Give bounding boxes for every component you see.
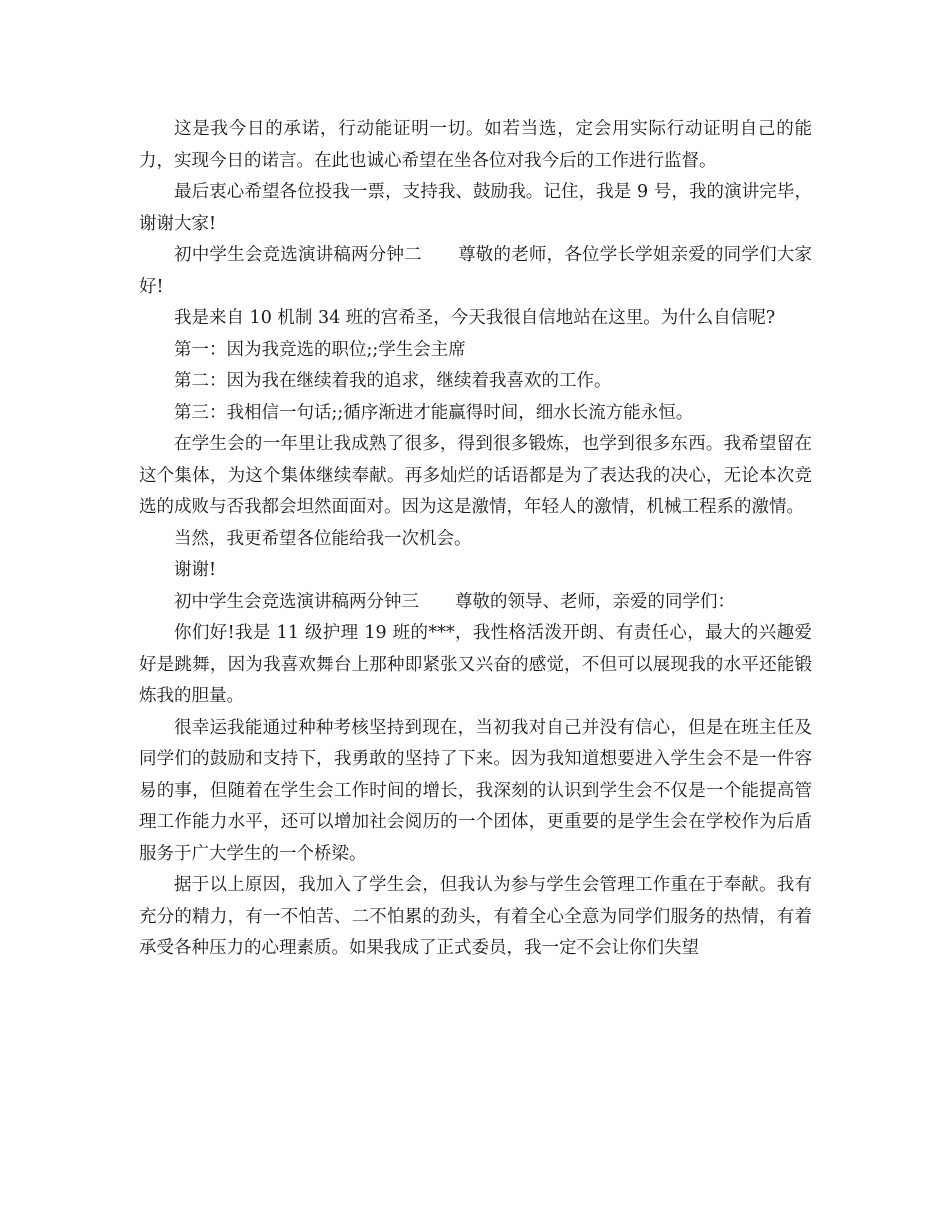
paragraph-request: 当然，我更希望各位能给我一次机会。: [174, 528, 472, 549]
section-heading-speech-two: 初中学生会竞选演讲稿两分钟二: [174, 245, 422, 265]
paragraph-point-one: 第一：因为我竞选的职位;;学生会主席: [174, 339, 466, 360]
section-heading-speech-three: 初中学生会竞选演讲稿两分钟三: [174, 591, 419, 612]
paragraph-speech-two-intro: [139, 240, 812, 303]
paragraph-promise: 这是我今日的承诺，行动能证明一切。如若当选，定会用实际行动证明自己的能力，实现今日的诺言。在此也诚心希望在坐各位对我今后的工作进行监督。: [139, 119, 812, 171]
paragraph-hello: 你们好!我是 11 级护理 19 班的***，我性格活泼开朗、有责任心，最大的兴趣爱好是跳舞，因为我喜欢舞台上那种即紧张又兴奋的感觉，不但可以展现我的水平还能锻炼我的胆量。: [139, 623, 812, 706]
paragraph-speech-three-intro: [139, 587, 812, 619]
paragraph-closing-thanks: 最后衷心希望各位投我一票，支持我、鼓励我。记住，我是 9 号，我的演讲完毕，谢谢大家!: [139, 182, 812, 234]
paragraph-thanks: 谢谢!: [174, 560, 217, 580]
paragraph-point-two: 第二：因为我在继续着我的追求，继续着我喜欢的工作。: [174, 371, 612, 391]
paragraph-persistence: 很幸运我能通过种种考核坚持到现在，当初我对自己并没有信心，但是在班主任及同学们的鼓励和支持下，我勇敢的坚持了下来。因为我知道想要进入学生会不是一件容易的事，但随着在学生会工作时间的增长，我深刻的认识到学生会不仅是一个能提高管理工作能力水平，还可以增加社会阅历的一个团体，更重要的是学生会在学校作为后盾服务于广大学生的一个桥梁。: [139, 717, 812, 864]
speech-two-greeting: 尊敬的老师，各位学长学姐亲爱的同学们大家好!: [139, 245, 813, 297]
paragraph-point-three: 第三：我相信一句话;;循序渐进才能赢得时间，细水长流方能永恒。: [174, 402, 694, 423]
paragraph-experience: 在学生会的一年里让我成熟了很多，得到很多锻炼，也学到很多东西。我希望留在这个集体，为这个集体继续奉献。再多灿烂的话语都是为了表达我的决心，无论本次竞选的成败与否我都会坦然面面对。因为这是激情，年轻人的激情，机械工程系的激情。: [139, 434, 812, 517]
document-body: [139, 114, 812, 965]
paragraph-self-introduction: 我是来自 10 机制 34 班的宫希圣，今天我很自信地站在这里。为什么自信呢?: [174, 308, 776, 328]
paragraph-dedication: 据于以上原因，我加入了学生会，但我认为参与学生会管理工作重在于奉献。我有充分的精力，有一不怕苦、二不怕累的劲头，有着全心全意为同学们服务的热情，有着承受各种压力的心理素质。如果我成了正式委员，我一定不会让你们失望: [139, 875, 812, 958]
speech-three-greeting: 尊敬的领导、老师，亲爱的同学们：: [455, 591, 735, 612]
